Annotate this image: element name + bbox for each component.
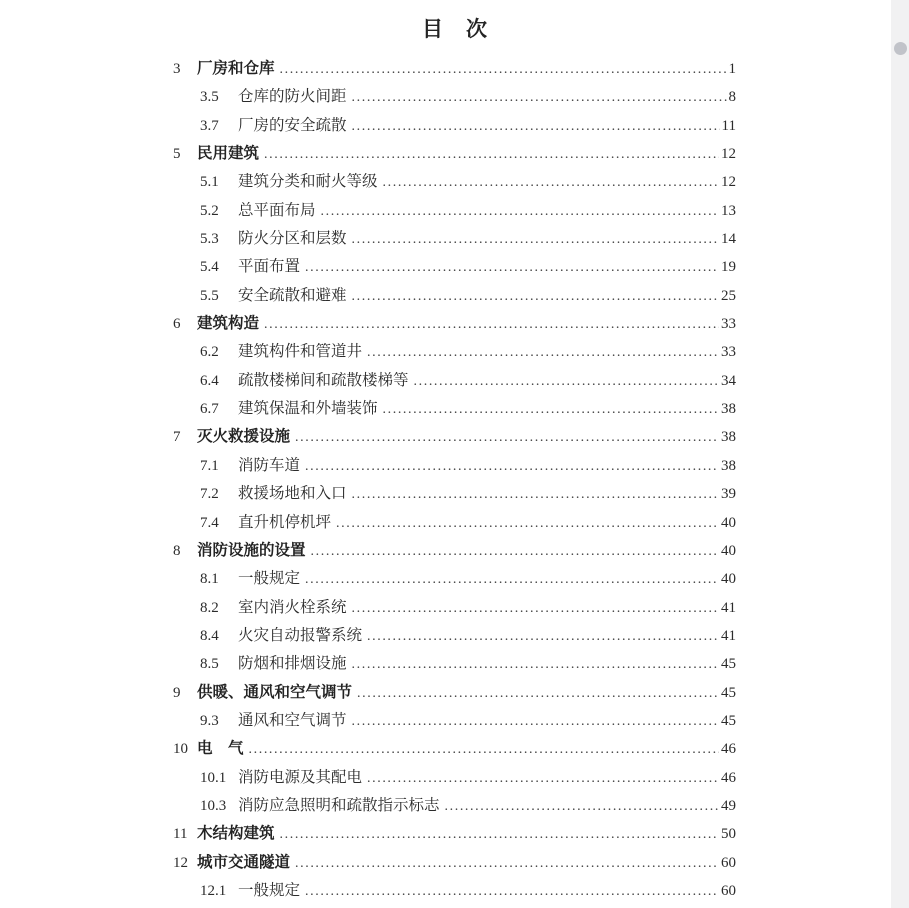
toc-entry-title: 防火分区和层数 (238, 230, 347, 248)
toc-entry-number: 6 (173, 316, 181, 333)
dot-leader (367, 623, 719, 651)
toc-entry-number: 5 (173, 146, 181, 163)
dot-leader (295, 424, 719, 452)
toc-entry (0, 877, 736, 905)
dot-leader (336, 510, 719, 538)
toc-entry-number: 6.2 (200, 344, 219, 361)
toc-entry (0, 55, 736, 83)
toc-entry-title: 安全疏散和避难 (238, 286, 347, 304)
toc-entry-number: 5.2 (200, 202, 219, 219)
dot-leader (305, 566, 719, 594)
dot-leader (383, 169, 719, 197)
toc-entry-page: 45 (721, 712, 736, 729)
dot-leader (305, 254, 719, 282)
dot-leader (357, 680, 719, 708)
toc-entry (0, 225, 736, 253)
dot-leader (280, 821, 719, 849)
toc-entry-title: 救援场地和入口 (238, 485, 347, 503)
toc-entry-page: 60 (721, 854, 736, 871)
toc-entry-number: 12.1 (200, 882, 227, 899)
dot-leader (383, 396, 719, 424)
toc-entry-title: 消防应急照明和疏散指示标志 (238, 796, 440, 814)
toc-entry-title: 供暖、通风和空气调节 (197, 683, 353, 701)
toc-entry-number: 10.1 (200, 769, 227, 786)
toc-entry (0, 707, 736, 735)
toc-entry-number: 7.1 (200, 457, 219, 474)
toc-entry-title: 建筑构造 (197, 315, 260, 333)
toc-list (0, 55, 736, 905)
toc-entry-number: 3.5 (200, 89, 219, 106)
toc-entry-number: 5.1 (200, 174, 219, 191)
toc-entry-title: 仓库的防火间距 (238, 88, 347, 106)
toc-entry-page: 60 (721, 882, 736, 899)
toc-entry (0, 112, 736, 140)
toc-entry-page: 46 (721, 741, 736, 758)
toc-entry-number: 10 (173, 741, 188, 758)
toc-entry-number: 5.4 (200, 259, 219, 276)
toc-entry-title: 防烟和排烟设施 (238, 655, 347, 673)
toc-entry-page: 40 (721, 542, 736, 559)
toc-entry-title: 城市交通隧道 (197, 853, 291, 871)
toc-entry-title: 建筑保温和外墙装饰 (238, 400, 378, 418)
toc-entry-page: 14 (721, 231, 736, 248)
toc-entry-title: 建筑分类和耐火等级 (238, 173, 378, 191)
toc-entry-title: 一般规定 (238, 570, 301, 588)
toc-entry (0, 338, 736, 366)
toc-entry-number: 3.7 (200, 117, 219, 134)
dot-leader (311, 538, 719, 566)
toc-entry (0, 650, 736, 678)
toc-entry (0, 253, 736, 281)
toc-entry-page: 41 (721, 599, 736, 616)
toc-entry (0, 480, 736, 508)
toc-entry-number: 7.4 (200, 514, 219, 531)
toc-entry-number: 8.5 (200, 656, 219, 673)
toc-entry-page: 49 (721, 797, 736, 814)
dot-leader (352, 84, 727, 112)
toc-entry-number: 9.3 (200, 712, 219, 729)
toc-entry-number: 8.4 (200, 627, 219, 644)
toc-entry-number: 8.1 (200, 571, 219, 588)
toc-entry (0, 622, 736, 650)
toc-entry-page: 45 (721, 656, 736, 673)
dot-leader (414, 368, 719, 396)
toc-entry-number: 8 (173, 542, 181, 559)
dot-leader (367, 339, 719, 367)
toc-entry-page: 40 (721, 571, 736, 588)
toc-entry (0, 537, 736, 565)
toc-entry-number: 7.2 (200, 486, 219, 503)
dot-leader (352, 708, 719, 736)
toc-entry-number: 11 (173, 826, 188, 843)
toc-entry-page: 12 (721, 174, 736, 191)
dot-leader (305, 453, 719, 481)
toc-entry-page: 33 (721, 316, 736, 333)
toc-entry (0, 820, 736, 848)
toc-entry (0, 452, 736, 480)
toc-entry-number: 12 (173, 854, 188, 871)
toc-entry-number: 8.2 (200, 599, 219, 616)
dot-leader (352, 651, 719, 679)
toc-entry-page: 8 (728, 89, 736, 106)
toc-entry-title: 室内消火栓系统 (238, 598, 347, 616)
toc-entry (0, 423, 736, 451)
toc-entry-title: 平面布置 (238, 258, 301, 276)
toc-entry (0, 168, 736, 196)
dot-leader (280, 56, 727, 84)
toc-entry-number: 6.7 (200, 401, 219, 418)
toc-entry-title: 一般规定 (238, 881, 301, 899)
toc-entry-title: 建筑构件和管道井 (238, 343, 363, 361)
toc-entry (0, 679, 736, 707)
toc-entry (0, 367, 736, 395)
dot-leader (352, 481, 719, 509)
toc-entry-title: 总平面布局 (238, 201, 316, 219)
dot-leader (264, 141, 719, 169)
page-title: 目 次 (422, 18, 488, 41)
dot-leader (321, 198, 719, 226)
toc-entry (0, 764, 736, 792)
toc-entry (0, 735, 736, 763)
dot-leader (352, 226, 719, 254)
toc-entry (0, 310, 736, 338)
toc-entry-page: 25 (721, 287, 736, 304)
toc-entry-page: 50 (721, 826, 736, 843)
toc-entry-number: 7 (173, 429, 181, 446)
toc-entry-title: 直升机停机坪 (238, 513, 332, 531)
toc-entry-number: 10.3 (200, 797, 227, 814)
toc-entry-page: 39 (721, 486, 736, 503)
toc-entry-title: 民用建筑 (197, 145, 260, 163)
toc-entry-page: 12 (721, 146, 736, 163)
toc-entry-page: 11 (721, 117, 736, 134)
toc-entry-page: 40 (721, 514, 736, 531)
toc-entry-page: 38 (721, 457, 736, 474)
dot-leader (352, 113, 720, 141)
toc-entry (0, 792, 736, 820)
toc-entry-title: 通风和空气调节 (238, 711, 347, 729)
toc-entry-page: 34 (721, 372, 736, 389)
toc-entry-title: 消防电源及其配电 (238, 768, 363, 786)
toc-entry-number: 6.4 (200, 372, 219, 389)
dot-leader (352, 595, 719, 623)
toc-entry (0, 509, 736, 537)
toc-entry-title: 厂房的安全疏散 (238, 116, 347, 134)
toc-entry (0, 594, 736, 622)
toc-entry (0, 282, 736, 310)
dot-leader (305, 878, 719, 906)
toc-entry-title: 木结构建筑 (197, 825, 275, 843)
scrollbar-thumb[interactable] (894, 42, 907, 55)
toc-entry-page: 13 (721, 202, 736, 219)
dot-leader (445, 793, 719, 821)
toc-entry-page: 1 (728, 61, 736, 77)
dot-leader (295, 850, 719, 878)
toc-entry-page: 38 (721, 429, 736, 446)
toc-entry-title: 消防设施的设置 (197, 541, 306, 559)
toc-entry (0, 140, 736, 168)
dot-leader (352, 283, 719, 311)
toc-entry-title: 厂房和仓库 (197, 60, 275, 77)
toc-entry-title: 消防车道 (238, 456, 301, 474)
toc-entry (0, 83, 736, 111)
toc-entry-page: 45 (721, 684, 736, 701)
toc-entry-page: 38 (721, 401, 736, 418)
scrollbar-track[interactable] (891, 0, 909, 908)
toc-entry-number: 5.3 (200, 231, 219, 248)
toc-entry-page: 41 (721, 627, 736, 644)
toc-entry-number: 3 (173, 61, 181, 77)
toc-entry-number: 5.5 (200, 287, 219, 304)
dot-leader (264, 311, 719, 339)
toc-entry (0, 395, 736, 423)
toc-entry (0, 565, 736, 593)
toc-entry-title: 电 气 (197, 740, 244, 758)
toc-entry-title: 疏散楼梯间和疏散楼梯等 (238, 371, 409, 389)
toc-entry-title: 灭火救援设施 (197, 428, 291, 446)
toc-entry (0, 197, 736, 225)
dot-leader (367, 765, 719, 793)
dot-leader (249, 736, 719, 764)
toc-entry-page: 46 (721, 769, 736, 786)
toc-entry-title: 火灾自动报警系统 (238, 626, 363, 644)
toc-entry-number: 9 (173, 684, 181, 701)
toc-entry-page: 19 (721, 259, 736, 276)
toc-entry-page: 33 (721, 344, 736, 361)
toc-entry (0, 849, 736, 877)
